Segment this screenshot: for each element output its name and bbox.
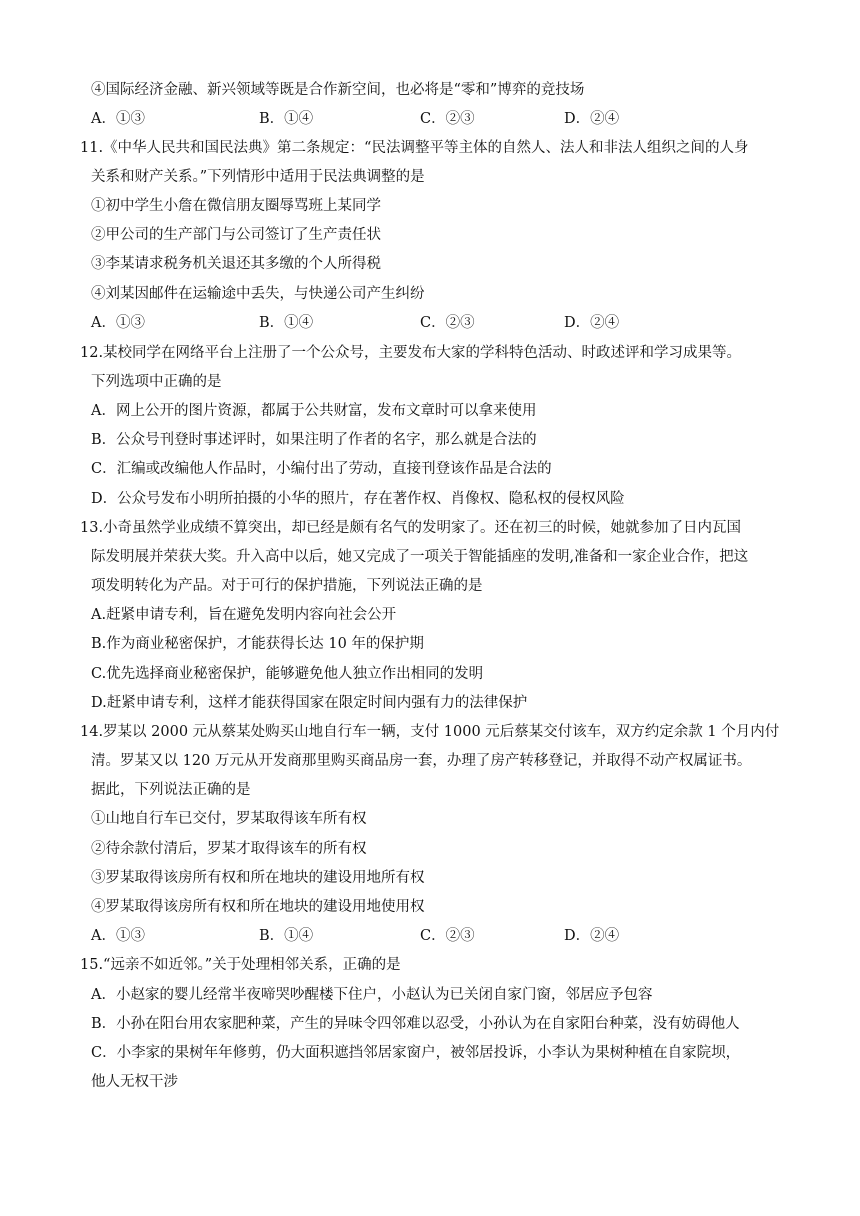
q13-stem-line-2: 际发明展并荣获大奖。升入高中以后，她又完成了一项关于智能插座的发明,准备和一家企业合作，把这 [91, 549, 749, 565]
q12-choice-a: A．网上公开的图片资源，都属于公共财富，发布文章时可以拿来使用 [91, 403, 537, 419]
q11-option-d: D．②④ [564, 315, 620, 331]
q11-option-c: C．②③ [420, 315, 475, 331]
q13-choice-a: A.赶紧申请专利，旨在避免发明内容向社会公开 [91, 607, 397, 623]
q14-option-c: C．②③ [420, 928, 475, 944]
q15-choice-a: A．小赵家的婴儿经常半夜啼哭吵醒楼下住户，小赵认为已关闭自家门窗，邻居应予包容 [91, 987, 653, 1003]
q11-option-b: B．①④ [259, 315, 314, 331]
q14-stem-line-3: 据此，下列说法正确的是 [91, 782, 251, 798]
q14-option-a: A．①③ [91, 928, 145, 944]
q14-statement-2: ②待余款付清后，罗某才取得该车的所有权 [91, 841, 367, 857]
q11-statement-2: ②甲公司的生产部门与公司签订了生产责任状 [91, 227, 381, 243]
q11-statement-3: ③李某请求税务机关退还其多缴的个人所得税 [91, 256, 381, 272]
q10-option-c: C．②③ [420, 111, 475, 127]
q14-stem-line-2: 清。罗某又以 120 万元从开发商那里购买商品房一套，办理了房产转移登记，并取得不动产权属证书。 [91, 753, 752, 769]
q11-statement-1: ①初中学生小詹在微信朋友圈辱骂班上某同学 [91, 198, 381, 214]
q10-statement-4: ④国际经济金融、新兴领域等既是合作新空间，也必将是“零和”博弈的竞技场 [91, 82, 585, 98]
q12-choice-b: B．公众号刊登时事述评时，如果注明了作者的名字，那么就是合法的 [91, 432, 537, 448]
q12-stem-line-2: 下列选项中正确的是 [91, 374, 222, 390]
q10-option-b: B．①④ [259, 111, 314, 127]
q15-choice-c-line-2: 他人无权干涉 [91, 1074, 178, 1090]
q13-stem-line-3: 项发明转化为产品。对于可行的保护措施，下列说法正确的是 [91, 578, 483, 594]
q15-choice-b: B．小孙在阳台用农家肥种菜，产生的异味令四邻难以忍受，小孙认为在自家阳台种菜，没有妨碍他人 [91, 1016, 740, 1032]
q13-choice-d: D.赶紧申请专利，这样才能获得国家在限定时间内强有力的法律保护 [91, 695, 528, 711]
q12-choice-d: D．公众号发布小明所拍摄的小华的照片，存在著作权、肖像权、隐私权的侵权风险 [91, 491, 625, 507]
q14-option-b: B．①④ [259, 928, 314, 944]
q11-statement-4: ④刘某因邮件在运输途中丢失，与快递公司产生纠纷 [91, 286, 425, 302]
q13-stem-line-1: 13.小奇虽然学业成绩不算突出，却已经是颇有名气的发明家了。还在初三的时候，她就参加了日内瓦国 [80, 520, 742, 536]
q13-choice-c: C.优先选择商业秘密保护，能够避免他人独立作出相同的发明 [91, 666, 484, 682]
q11-option-a: A．①③ [91, 315, 145, 331]
q15-stem-line-1: 15.“远亲不如近邻。”关于处理相邻关系，正确的是 [80, 957, 401, 973]
q10-option-d: D．②④ [564, 111, 620, 127]
q13-choice-b: B.作为商业秘密保护，才能获得长达 10 年的保护期 [91, 636, 424, 652]
q14-statement-1: ①山地自行车已交付，罗某取得该车所有权 [91, 811, 367, 827]
q14-stem-line-1: 14.罗某以 2000 元从蔡某处购买山地自行车一辆，支付 1000 元后蔡某交付该车，双方约定余款 1 个月内付 [80, 724, 780, 740]
q14-option-d: D．②④ [564, 928, 620, 944]
q11-stem-line-1: 11.《中华人民共和国民法典》第二条规定：“民法调整平等主体的自然人、法人和非法人组织之间的人身 [80, 140, 749, 156]
q10-option-a: A．①③ [91, 111, 145, 127]
q14-statement-4: ④罗某取得该房所有权和所在地块的建设用地使用权 [91, 899, 425, 915]
q12-choice-c: C．汇编或改编他人作品时，小编付出了劳动，直接刊登该作品是合法的 [91, 461, 552, 477]
q15-choice-c-line-1: C．小李家的果树年年修剪，仍大面积遮挡邻居家窗户，被邻居投诉，小李认为果树种植在自家院坝， [91, 1045, 741, 1061]
q14-statement-3: ③罗某取得该房所有权和所在地块的建设用地所有权 [91, 870, 425, 886]
q11-stem-line-2: 关系和财产关系。”下列情形中适用于民法典调整的是 [91, 169, 425, 185]
q12-stem-line-1: 12.某校同学在网络平台上注册了一个公众号，主要发布大家的学科特色活动、时政述评和学习成果等。 [80, 345, 742, 361]
